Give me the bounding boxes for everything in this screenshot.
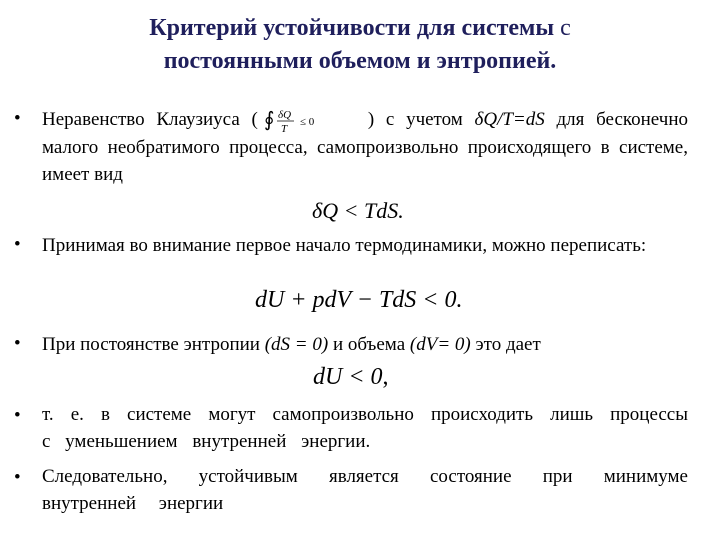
slide-title	[0, 12, 720, 78]
bullet-1-text	[42, 106, 688, 188]
bullet-marker: •	[14, 234, 21, 255]
bullet-3-italic-dv: (dV= 0)	[409, 334, 471, 355]
formula-3	[313, 364, 389, 391]
bullet-3-before: При постоянстве энтропии	[42, 334, 265, 355]
bullet-3-after: это дает	[470, 334, 541, 355]
bullet-4-text: т. е. в системе могут самопроизвольно происходить лишь процессы с уменьшением внутренней энергии.	[42, 404, 688, 452]
bullet-2-text: Принимая во внимание первое начало термодинамики, можно переписать:	[42, 235, 647, 256]
title-line2: постоянными объемом и энтропией.	[163, 48, 557, 74]
bullet-3-italic-ds: (dS = 0)	[264, 334, 329, 355]
bullet-marker: •	[14, 467, 21, 488]
bullet-5-text: Следовательно, устойчивым является состояние при минимуме внутренней энергии	[42, 466, 688, 514]
svg-text:T: T	[280, 122, 287, 135]
bullet-1-end: для бесконечно малого необратимого процесса, самопроизвольно происходящего в системе, имеет вид	[42, 109, 688, 185]
formula-3-main: dU < 0	[313, 364, 383, 390]
bullet-3-text	[42, 331, 688, 358]
bullet-1-before: Неравенство Клаузиуса (	[42, 109, 258, 130]
svg-text:δQ: δQ	[277, 108, 291, 121]
bullet-3-mid: и объема	[328, 334, 410, 355]
bullet-1-after: ) с учетом	[367, 109, 475, 130]
title-line1-tail: с	[554, 15, 571, 41]
bullet-1-italic: δQ/T=dS	[474, 109, 545, 130]
title-line1-bold: Критерий устойчивости для системы	[149, 15, 555, 41]
svg-text:≤ 0: ≤ 0	[299, 115, 315, 128]
bullet-marker: •	[14, 405, 21, 426]
bullet-marker: •	[14, 333, 21, 354]
formula-2: dU + pdV − TdS < 0.	[255, 287, 463, 313]
formula-1: δQ < TdS.	[312, 198, 404, 223]
formula-3-tail: ,	[382, 364, 389, 390]
clausius-inequality-formula	[258, 108, 368, 134]
bullet-marker: •	[14, 108, 21, 129]
svg-text:∮: ∮	[263, 108, 275, 131]
